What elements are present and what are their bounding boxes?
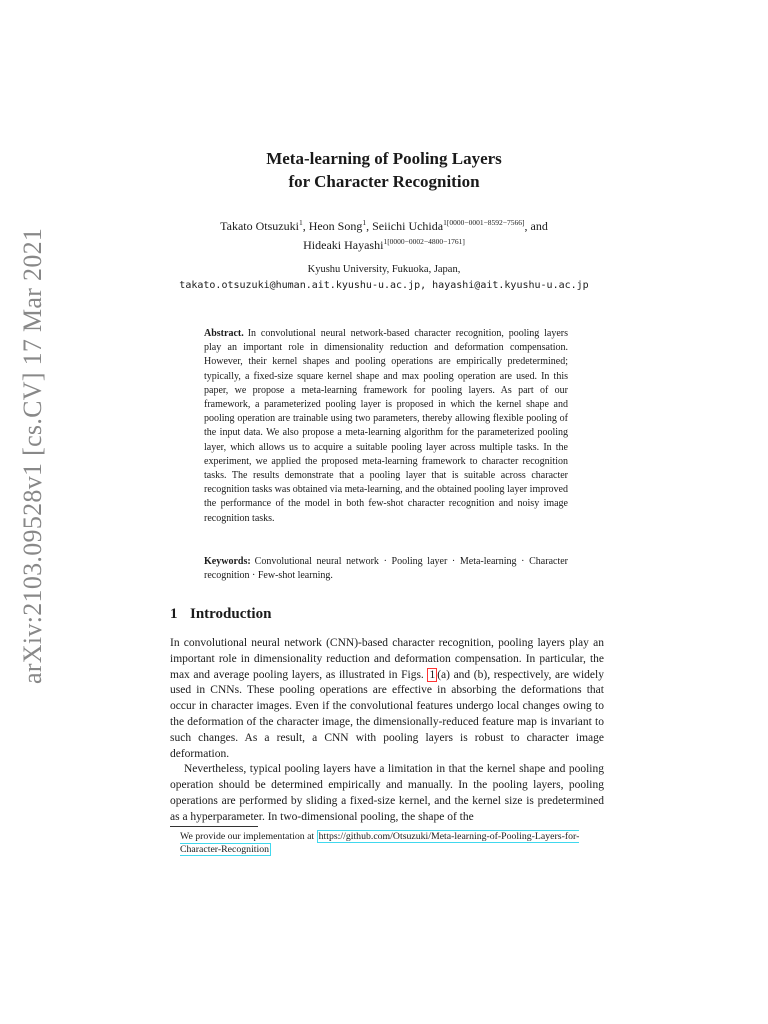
paragraph [170, 636, 604, 762]
author-line-2 [0, 234, 768, 253]
paragraph-text: In convolutional neural network (CNN)-based character recognition, pooling layers play an important role in dimensionality reduction and deformation compensation. In particular, the max and average pooling layers, as illustrated in Figs. [170, 637, 604, 681]
affiliation-block [0, 262, 768, 294]
body-text [170, 636, 604, 826]
abstract-label: Abstract. [204, 328, 244, 339]
footnote-divider [170, 826, 258, 827]
footnote [180, 830, 608, 856]
repository-link[interactable]: https://github.com/Otsuzuki/Meta-learning-of-Pooling-Layers-for-Character-Recognition [180, 831, 580, 855]
keywords-text: Convolutional neural network · Pooling layer · Meta-learning · Character recognition · Few-shot learning. [204, 556, 568, 582]
figure-reference-link[interactable]: 1 [429, 668, 436, 681]
section-title: Introduction [190, 606, 272, 622]
abstract [204, 327, 568, 526]
author-line-1: Takato Otsuzuki$^1$, Heon Song$^1$, Seiichi Uchida$^{1[0000-0001-8592-7566]}$, and [220, 218, 548, 233]
orcid: [0000−0002−4800−1761] [387, 237, 465, 246]
abstract-text: In convolutional neural network-based character recognition, pooling layers play an important role in dimensionality reduction and deformation compensation. However, their kernel shapes and pooling operations are empirically predetermined; typically, a fixed-size square kernel shape and max pooling operation are used. In this paper, we propose a meta-learning framework for pooling layers. As part of our framework, a parameterized pooling layer is proposed in which the kernel shape and pooling operation are trainable using two parameters, thereby allowing flexible pooling of the input data. We also propose a meta-learning algorithm for the parameterized pooling layer, which allows us to acquire a suitable pooling layer across multiple tasks. In the experiment, we applied the proposed meta-learning framework to character recognition tasks. The results demonstrate that a pooling layer that is suitable across character recognition tasks was obtained via meta-learning, and the obtained pooling layer improved the performance of the model in both few-shot character recognition and noisy image recognition tasks. [204, 328, 568, 524]
paragraph-text: (a) and (b), respectively, are widely used in CNNs. These pooling operations are effective in absorbing the deformations that occur in character images. Even if the convolutional features undergo local changes owing to the deformation of the character image, the dimensionally-reduced feature map is invariant to such changes. As a result, a CNN with pooling layers is robust to character image deformation. [170, 668, 604, 760]
footnote-text: We provide our implementation at [180, 831, 315, 842]
author-name: Takato Otsuzuki [220, 219, 299, 233]
affiliation: Kyushu University, Fukuoka, Japan, [307, 264, 461, 275]
affiliation-mark: 1 [383, 237, 388, 246]
and-conjunction: and [530, 219, 548, 233]
author-name: Heon Song [308, 219, 363, 233]
section-number: 1 [170, 606, 178, 622]
affiliation-mark: 1 [443, 218, 447, 227]
author-list [0, 215, 768, 253]
arxiv-identifier: arXiv:2103.09528v1 [cs.CV] 17 Mar 2021 [18, 227, 47, 684]
paper-title [0, 147, 768, 193]
author-name: Hideaki Hayashi [303, 238, 384, 252]
orcid: [0000−0001−8592−7566] [446, 218, 525, 227]
keywords-label: Keywords: [204, 556, 251, 567]
keywords [204, 555, 568, 583]
title-line-1: Meta-learning of Pooling Layers [266, 149, 502, 168]
paragraph: Nevertheless, typical pooling layers have a limitation in that the kernel shape and pooling operation should be determined empirically and manually. In the pooling layers, pooling operations are performed by sliding a fixed-size kernel, and the kernel size is predetermined as a hyperparameter. In two-dimensional pooling, the shape of the [170, 763, 604, 823]
section-heading [170, 606, 271, 623]
affiliation-mark: 1 [362, 218, 367, 227]
author-emails: takato.otsuzuki@human.ait.kyushu-u.ac.jp, hayashi@ait.kyushu-u.ac.jp [179, 280, 589, 291]
author-name: Seiichi Uchida [372, 219, 444, 233]
title-line-2: for Character Recognition [288, 172, 480, 191]
affiliation-mark: 1 [298, 218, 303, 227]
